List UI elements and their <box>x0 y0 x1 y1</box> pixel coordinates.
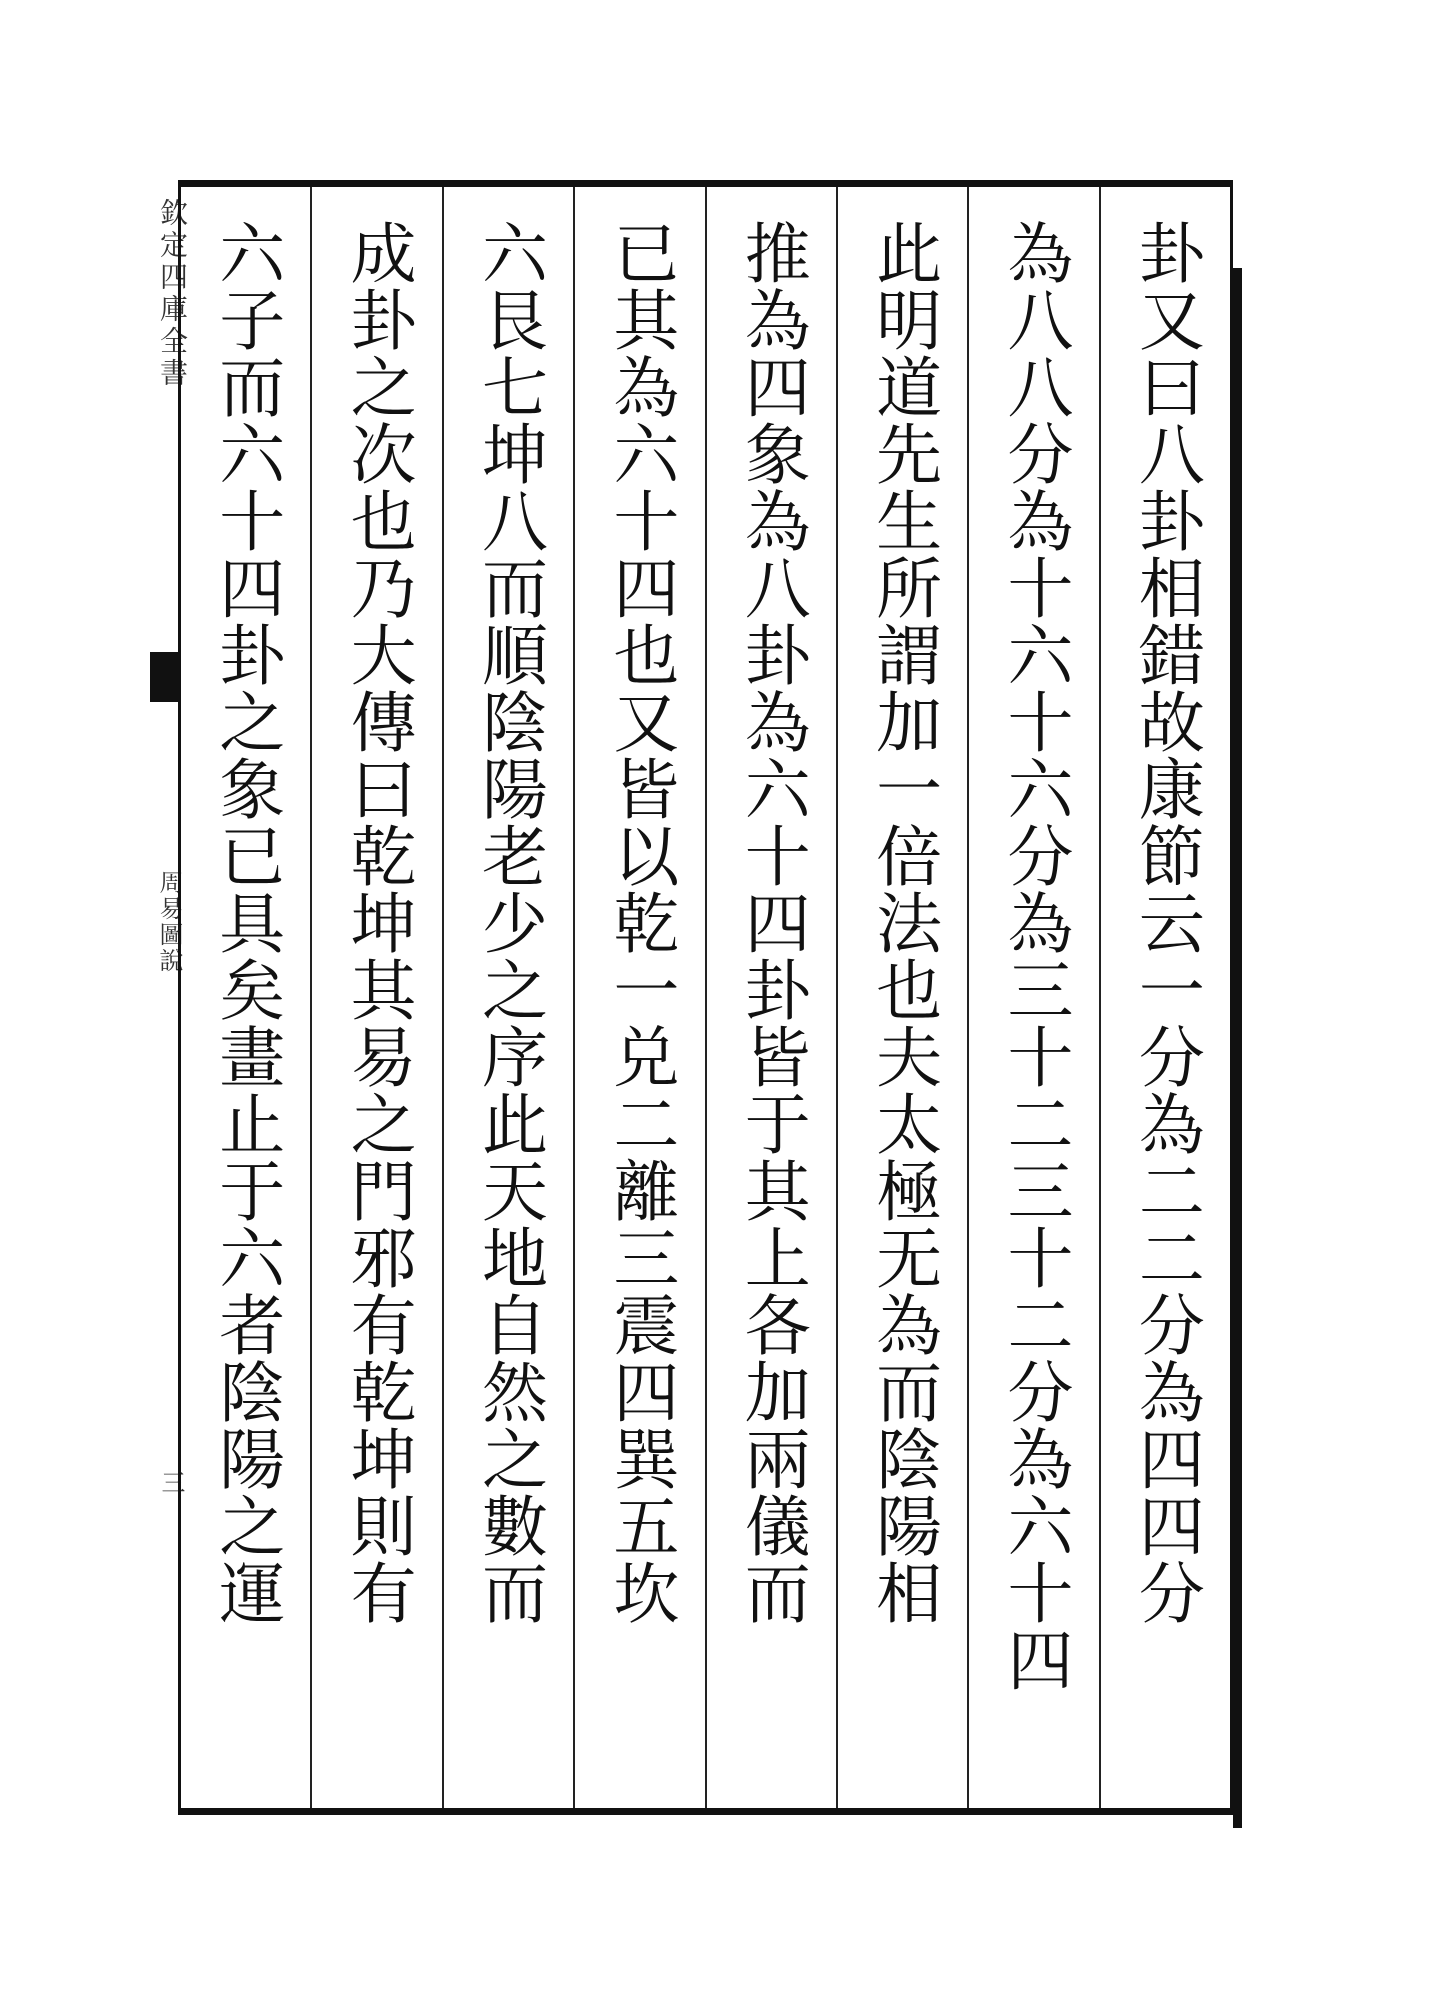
column-text: 推為四象為八卦為六十四卦皆于其上各加兩儀而 <box>733 219 811 1626</box>
column-text: 六子而六十四卦之象已具矣畫止于六者陰陽之運 <box>207 219 285 1626</box>
text-column <box>310 187 441 1808</box>
fishtail-mark <box>150 652 178 702</box>
text-column <box>1099 187 1230 1808</box>
text-column <box>967 187 1098 1808</box>
page-gutter <box>150 180 189 1815</box>
gutter-header: 欽定四庫全書 <box>156 198 189 390</box>
column-text: 六艮七坤八而順陰陽老少之序此天地自然之數而 <box>470 219 548 1626</box>
text-column <box>705 187 836 1808</box>
text-column <box>442 187 573 1808</box>
text-column <box>181 187 310 1808</box>
text-columns <box>181 187 1230 1808</box>
gutter-title: 周易圖說 <box>155 870 183 974</box>
column-text: 成卦之次也乃大傳曰乾坤其易之門邪有乾坤則有 <box>339 219 417 1626</box>
text-column <box>836 187 967 1808</box>
frame-edge <box>1233 268 1242 1828</box>
page-number: 三 <box>157 1470 185 1494</box>
column-text: 已其為六十四也又皆以乾一兑二離三震四巽五坎 <box>601 219 679 1626</box>
text-column <box>573 187 704 1808</box>
column-text: 卦又曰八卦相錯故康節云一分為二二分為四四分 <box>1127 219 1205 1626</box>
column-text: 此明道先生所謂加一倍法也夫太極无為而陰陽相 <box>864 219 942 1626</box>
column-text: 為八八分為十六十六分為三十二三十二分為六十四 <box>995 219 1073 1693</box>
